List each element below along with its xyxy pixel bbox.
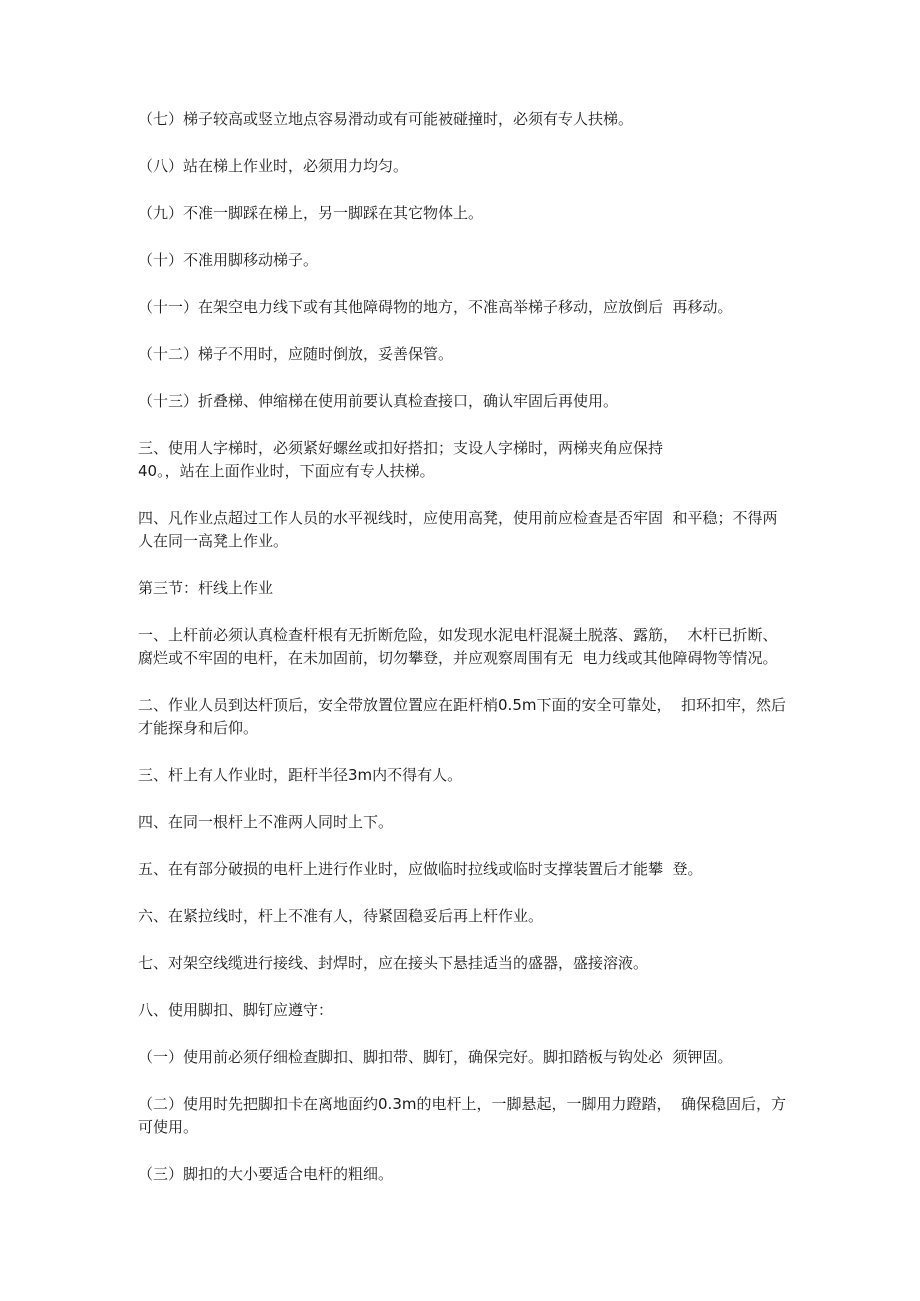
paragraph-subitem-3: （三）脚扣的大小要适合电杆的粗细。 — [138, 1165, 394, 1183]
paragraph-subitem-1: （一）使用前必须仔细检查脚扣、脚扣带、脚钉，确保完好。脚扣踏板与钩处必 须钾固。 — [138, 1048, 733, 1066]
section-heading: 第三节：杆线上作业 — [138, 579, 274, 597]
paragraph-rule-2: 二、作业人员到达杆顶后，安全带放置位置应在距杆梢0.5m下面的安全可靠处， 扣环扣牢，然后才能探身和后仰。 — [138, 696, 787, 737]
paragraph-item-7: （七）梯子较高或竖立地点容易滑动或有可能被碰撞时，必须有专人扶梯。 — [138, 110, 634, 128]
paragraph-rule-7: 七、对架空线缆进行接线、封焊时，应在接头下悬挂适当的盛器，盛接溶液。 — [138, 954, 649, 972]
paragraph-item-9: （九）不准一脚踩在梯上，另一脚踩在其它物体上。 — [138, 204, 484, 222]
paragraph-item-8: （八）站在梯上作业时，必须用力均匀。 — [138, 157, 409, 175]
paragraph-item-10: （十）不准用脚移动梯子。 — [138, 251, 319, 269]
paragraph-item-11: （十一）在架空电力线下或有其他障碍物的地方，不准高举梯子移动，应放倒后 再移动。 — [138, 298, 733, 316]
paragraph-rule-5: 五、在有部分破损的电杆上进行作业时，应做临时拉线或临时支撑装置后才能攀 登。 — [138, 860, 703, 878]
paragraph-item-12: （十二）梯子不用时，应随时倒放，妥善保管。 — [138, 345, 454, 363]
paragraph-rule-3: 三、杆上有人作业时，距杆半径3m内不得有人。 — [138, 766, 463, 784]
paragraph-section-3: 三、使用人字梯时，必须紧好螺丝或扣好搭扣；支设人字梯时，两梯夹角应保持 40。，站在上面作业时，下面应有专人扶梯。 — [138, 439, 664, 480]
paragraph-rule-6: 六、在紧拉线时，杆上不准有人，待紧固稳妥后再上杆作业。 — [138, 907, 544, 925]
paragraph-rule-1: 一、上杆前必须认真检查杆根有无折断危险，如发现水泥电杆混凝土脱落、露筋， 木杆已折断、腐烂或不牢固的电杆，在未加固前，切勿攀登，并应观察周围有无 电力线或其他障碍物等情况。 — [138, 626, 778, 667]
paragraph-rule-8: 八、使用脚扣、脚钉应遵守： — [138, 1001, 334, 1019]
paragraph-section-4: 四、凡作业点超过工作人员的水平视线时，应使用高凳，使用前应检查是否牢固 和平稳；不得两人在同一高凳上作业。 — [138, 509, 778, 550]
paragraph-rule-4: 四、在同一根杆上不准两人同时上下。 — [138, 813, 394, 831]
paragraph-item-13: （十三）折叠梯、伸缩梯在使用前要认真检查接口，确认牢固后再使用。 — [138, 392, 619, 410]
document-body — [138, 108, 788, 1210]
paragraph-subitem-2: （二）使用时先把脚扣卡在离地面约0.3m的电杆上，一脚悬起，一脚用力蹬踏， 确保稳固后，方可使用。 — [138, 1095, 787, 1136]
